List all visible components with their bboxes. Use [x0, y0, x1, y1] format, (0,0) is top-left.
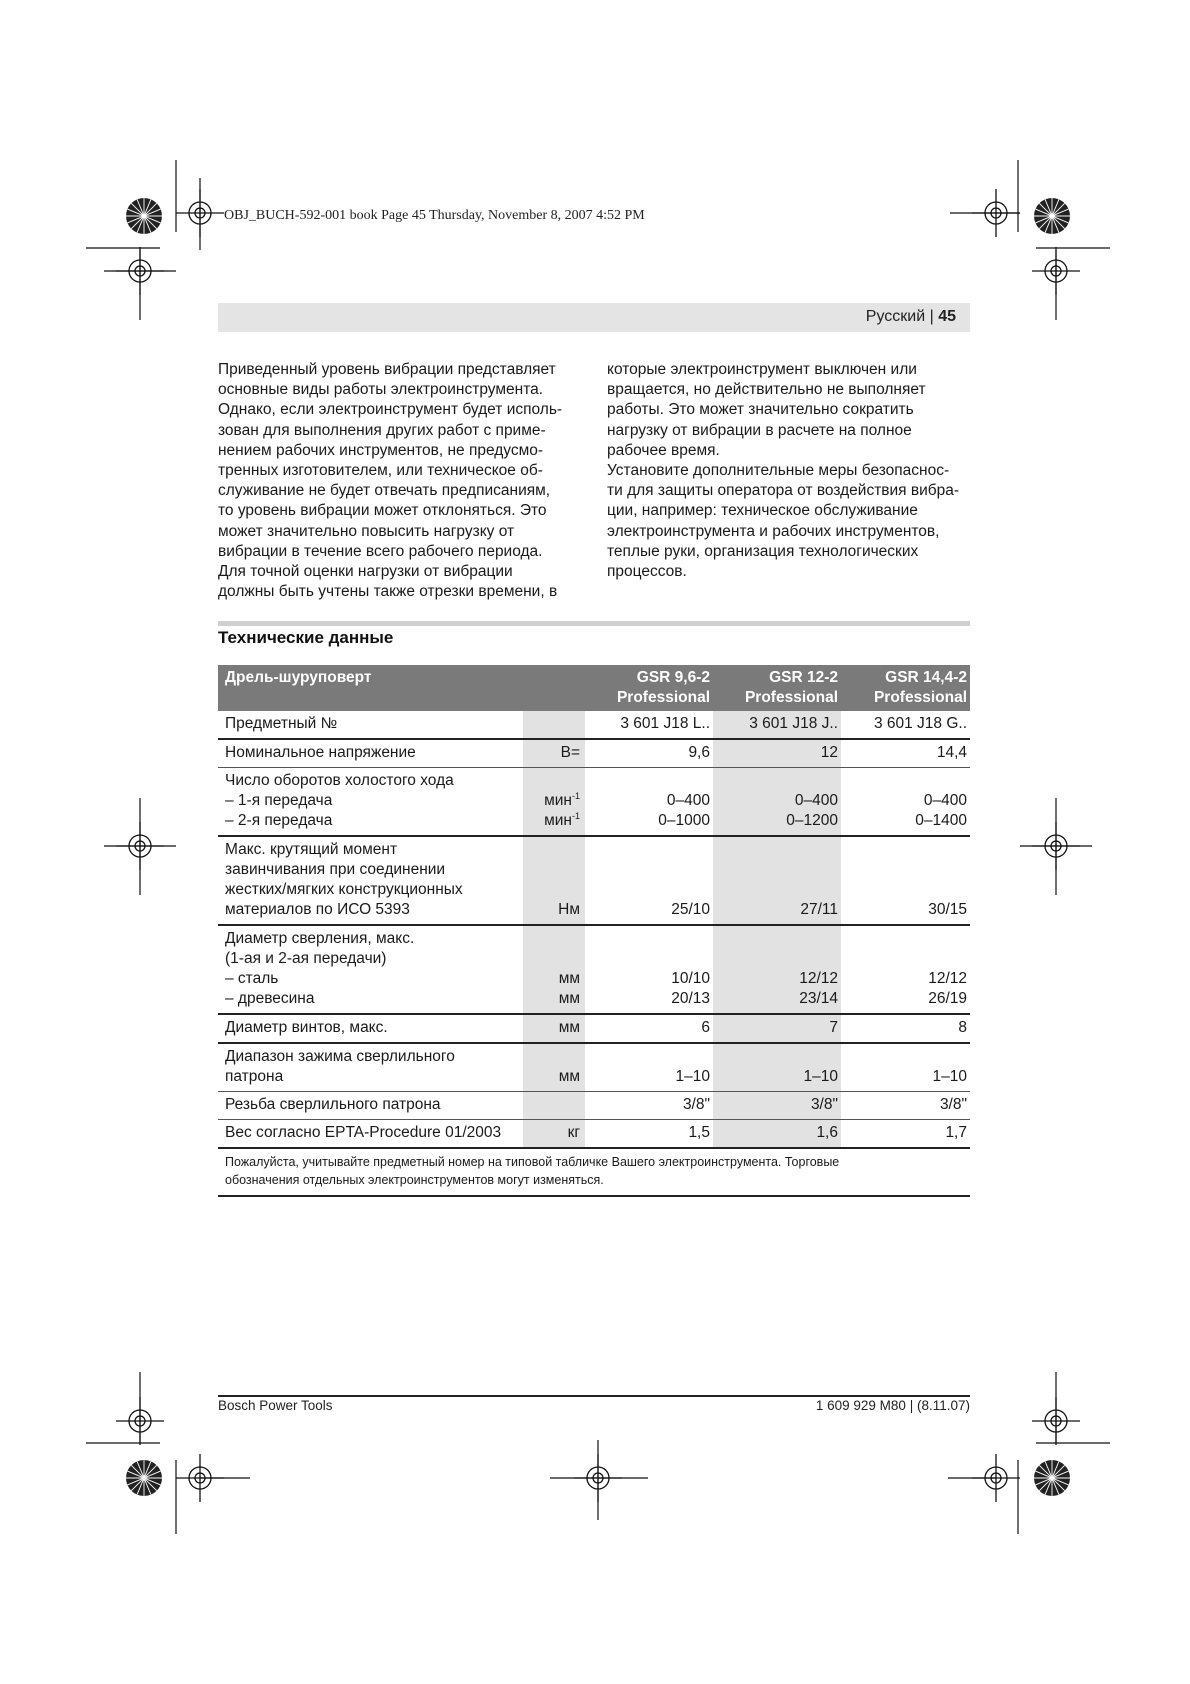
spec-label — [218, 768, 523, 837]
table-row — [218, 711, 970, 739]
value-line: 7 — [829, 1019, 838, 1036]
spec-unit — [523, 1014, 585, 1043]
unit-line — [530, 880, 580, 900]
table-row — [218, 1120, 970, 1149]
spec-label — [218, 739, 523, 768]
value-line: 3 601 J18 L.. — [620, 715, 710, 732]
value-line — [848, 1047, 967, 1067]
text-line: то уровень вибрации может отклоняться. Это — [218, 502, 547, 520]
value-line — [720, 880, 838, 900]
spec-value — [585, 1092, 713, 1120]
text-line: рабочее время. — [607, 441, 720, 459]
value-line — [848, 860, 967, 880]
table-row — [218, 836, 970, 925]
spec-value — [713, 1120, 841, 1149]
text-line: ции, например: техническое обслуживание — [607, 502, 918, 520]
unit-line — [530, 989, 580, 1009]
spec-value — [841, 836, 970, 925]
model-header — [585, 665, 713, 711]
paragraph-vibration — [218, 360, 578, 602]
text-line: Приведенный уровень вибрации представляет — [218, 361, 556, 378]
value-line: 9,6 — [688, 744, 710, 761]
cell-line: – 2-я передача — [225, 812, 333, 829]
value-line: 27/11 — [800, 901, 838, 918]
spec-value — [713, 711, 841, 739]
spec-unit — [523, 1043, 585, 1092]
value-line: 3 601 J18 G.. — [873, 715, 967, 732]
spec-value — [841, 1092, 970, 1120]
unit-text: Нм — [558, 901, 580, 918]
unit-line — [530, 840, 580, 860]
value-line: 3/8" — [682, 1096, 710, 1113]
value-line — [848, 771, 967, 791]
unit-line — [530, 1047, 580, 1067]
value-line: 12 — [820, 744, 838, 761]
table-body — [218, 711, 970, 1148]
cell-line: Предметный № — [225, 715, 338, 732]
value-line — [720, 771, 838, 791]
value-line — [848, 929, 967, 949]
value-line: 3/8" — [810, 1096, 838, 1113]
spec-value — [713, 1014, 841, 1043]
value-line — [720, 860, 838, 880]
cell-line: жестких/мягких конструкционных — [225, 881, 463, 898]
spec-label — [218, 1092, 523, 1120]
text-line: Установите дополнительные меры безопаснос- — [607, 462, 950, 480]
spec-unit — [523, 1092, 585, 1120]
value-line: 6 — [701, 1019, 710, 1036]
text-line: служивание не будет отвечать предписаниям, — [218, 482, 551, 500]
unit-line — [530, 1018, 580, 1038]
unit-text: мм — [558, 990, 580, 1007]
value-line: 30/15 — [928, 901, 967, 918]
text-line: основные виды работы электроинструмента. — [218, 381, 544, 399]
value-line — [720, 949, 838, 969]
cell-line: – 1-я передача — [225, 792, 333, 809]
table-row — [218, 925, 970, 1014]
page-number: 45 — [938, 308, 956, 325]
header-separator: | — [925, 308, 939, 325]
cell-line: Номинальное напряжение — [225, 744, 416, 761]
spec-unit — [523, 925, 585, 1014]
spec-value — [585, 711, 713, 739]
spec-value — [841, 1014, 970, 1043]
text-line: процессов. — [607, 563, 687, 581]
text-line: электроинструмента и рабочих инструментов, — [607, 522, 940, 540]
value-line: 12/12 — [928, 970, 967, 987]
value-line — [592, 880, 710, 900]
spec-value — [841, 1043, 970, 1092]
spec-unit — [523, 768, 585, 837]
value-line: 1–10 — [932, 1068, 967, 1085]
spec-value — [841, 768, 970, 837]
footer-doc-number: 1 609 929 M80 | (8.11.07) — [815, 1398, 970, 1413]
value-line: 12/12 — [799, 970, 838, 987]
value-line — [720, 840, 838, 860]
text-line: тренных изготовителем, или техническое об- — [218, 462, 543, 480]
value-line — [848, 949, 967, 969]
unit-text: кг — [567, 1124, 580, 1141]
value-line: 1,6 — [816, 1124, 838, 1141]
spec-label — [218, 836, 523, 925]
product-name: Дрель-шуруповерт — [218, 665, 585, 711]
value-line — [592, 771, 710, 791]
spec-unit — [523, 1120, 585, 1149]
value-line: 1,5 — [688, 1124, 710, 1141]
unit-line — [530, 811, 580, 831]
unit-superscript: -1 — [571, 790, 580, 801]
text-line: теплые руки, организация технологических — [607, 542, 919, 560]
value-line — [848, 880, 967, 900]
value-line: 0–400 — [923, 792, 967, 809]
spec-value — [585, 836, 713, 925]
table-row — [218, 739, 970, 768]
spec-value — [713, 768, 841, 837]
value-line: 0–1000 — [658, 812, 710, 829]
text-line: зован для выполнения других работ с приме- — [218, 421, 546, 439]
spec-value — [713, 925, 841, 1014]
unit-text: мм — [558, 1019, 580, 1036]
spec-value — [585, 1120, 713, 1149]
note-line: Пожалуйста, учитывайте предметный номер на типовой табличке Вашего электроинструмента. Торговые — [225, 1155, 840, 1169]
spec-value — [841, 711, 970, 739]
model-name: GSR 9,6-2 — [636, 669, 710, 686]
value-line: 0–400 — [794, 792, 838, 809]
unit-line — [530, 929, 580, 949]
unit-superscript: -1 — [571, 810, 580, 821]
cell-line: (1-ая и 2-ая передачи) — [225, 950, 387, 967]
unit-text: мин — [544, 792, 572, 809]
spec-label — [218, 1043, 523, 1092]
unit-line — [530, 1123, 580, 1143]
header-text — [866, 308, 956, 326]
value-line — [720, 1047, 838, 1067]
cell-line: патрона — [225, 1068, 284, 1085]
text-line: нением рабочих инструментов, не предусмо- — [218, 441, 544, 459]
spec-value — [585, 925, 713, 1014]
model-line: Professional — [616, 688, 710, 706]
body-column-right — [607, 360, 967, 582]
unit-text: В= — [560, 744, 580, 761]
value-line: 14,4 — [936, 744, 967, 761]
model-line: Professional — [744, 688, 838, 706]
value-line: 3/8" — [939, 1096, 967, 1113]
text-line: работы. Это может значительно сократить — [607, 401, 914, 419]
cell-line: завинчивания при соединении — [225, 861, 446, 878]
spec-label — [218, 1120, 523, 1149]
section-rule — [218, 621, 970, 626]
value-line: 25/10 — [671, 901, 710, 918]
unit-line — [530, 949, 580, 969]
spec-value — [841, 925, 970, 1014]
paragraph-vibration-continued — [607, 360, 967, 582]
spec-value — [841, 1120, 970, 1149]
value-line — [720, 929, 838, 949]
value-line — [592, 1047, 710, 1067]
value-line: 1–10 — [675, 1068, 710, 1085]
cell-line: Диаметр винтов, макс. — [225, 1019, 388, 1036]
table-note-row — [218, 1148, 970, 1196]
value-line — [592, 949, 710, 969]
cell-line: Диапазон зажима сверлильного — [225, 1048, 455, 1065]
header-language: Русский — [865, 308, 926, 325]
spec-value — [585, 739, 713, 768]
text-line: вибрации в течение всего рабочего периода. — [218, 542, 543, 560]
spec-unit — [523, 836, 585, 925]
value-line — [592, 860, 710, 880]
cell-line: Резьба сверлильного патрона — [225, 1096, 441, 1113]
unit-text: мин — [544, 812, 572, 829]
unit-line — [530, 791, 580, 811]
body-column-left — [218, 360, 578, 602]
table-note — [218, 1148, 970, 1196]
tech-data-table — [218, 665, 970, 1197]
value-line: 0–1400 — [915, 812, 967, 829]
model-line: Professional — [873, 688, 967, 706]
table-row — [218, 1043, 970, 1092]
model-header — [713, 665, 841, 711]
value-line: 20/13 — [671, 990, 710, 1007]
cell-line: материалов по ИСО 5393 — [225, 901, 410, 918]
value-line: 23/14 — [799, 990, 838, 1007]
section-title: Технические данные — [218, 628, 394, 647]
print-slug: OBJ_BUCH-592-001 book Page 45 Thursday, November 8, 2007 4:52 PM — [224, 208, 645, 223]
value-line — [592, 840, 710, 860]
text-line: может значительно повысить нагрузку от — [218, 522, 515, 540]
spec-value — [713, 1092, 841, 1120]
unit-line — [530, 860, 580, 880]
table-row — [218, 1092, 970, 1120]
value-line: 1,7 — [945, 1124, 967, 1141]
unit-text: мм — [558, 1068, 580, 1085]
unit-line — [530, 714, 580, 734]
spec-value — [713, 836, 841, 925]
text-line: Однако, если электроинструмент будет исполь- — [218, 401, 563, 419]
cell-line: – древесина — [225, 990, 315, 1007]
unit-line — [530, 1095, 580, 1115]
text-line: ти для защиты оператора от воздействия вибра- — [607, 482, 960, 500]
unit-line — [530, 900, 580, 920]
spec-label — [218, 711, 523, 739]
unit-line — [530, 743, 580, 763]
spec-unit — [523, 739, 585, 768]
unit-line — [530, 771, 580, 791]
page-header — [218, 303, 970, 332]
model-name: GSR 12-2 — [769, 669, 838, 686]
value-line: 26/19 — [928, 990, 967, 1007]
cell-line: – сталь — [225, 970, 279, 987]
spec-label — [218, 1014, 523, 1043]
spec-value — [585, 1014, 713, 1043]
unit-line — [530, 1067, 580, 1087]
cell-line: Диаметр сверления, макс. — [225, 930, 415, 947]
spec-label — [218, 925, 523, 1014]
value-line: 0–400 — [666, 792, 710, 809]
footer-brand: Bosch Power Tools — [218, 1398, 333, 1413]
value-line: 0–1200 — [786, 812, 838, 829]
model-header — [841, 665, 970, 711]
value-line: 1–10 — [803, 1068, 838, 1085]
text-line: Для точной оценки нагрузки от вибрации — [218, 563, 513, 581]
model-name: GSR 14,4-2 — [885, 669, 967, 686]
cell-line: Макс. крутящий момент — [225, 841, 398, 858]
spec-value — [841, 739, 970, 768]
value-line — [848, 840, 967, 860]
table-row — [218, 768, 970, 837]
table-header-row — [218, 665, 970, 711]
unit-text: мм — [558, 970, 580, 987]
spec-value — [713, 1043, 841, 1092]
cell-line: Вес согласно EPTA-Procedure 01/2003 — [225, 1124, 502, 1141]
footer-rule — [218, 1395, 970, 1397]
spec-value — [585, 768, 713, 837]
cell-line: Число оборотов холостого хода — [225, 772, 454, 789]
text-line: должны быть учтены также отрезки времени, в — [218, 583, 558, 601]
spec-unit — [523, 711, 585, 739]
value-line — [592, 929, 710, 949]
text-line: нагрузку от вибрации в расчете на полное — [607, 421, 912, 439]
note-line: обозначения отдельных электроинструментов могут изменяться. — [225, 1173, 604, 1187]
text-line: которые электроинструмент выключен или — [607, 361, 917, 378]
unit-line — [530, 969, 580, 989]
spec-value — [713, 739, 841, 768]
value-line: 3 601 J18 J.. — [749, 715, 838, 732]
text-line: вращается, но действительно не выполняет — [607, 381, 926, 399]
value-line: 10/10 — [671, 970, 710, 987]
value-line: 8 — [958, 1019, 967, 1036]
table-row — [218, 1014, 970, 1043]
spec-value — [585, 1043, 713, 1092]
